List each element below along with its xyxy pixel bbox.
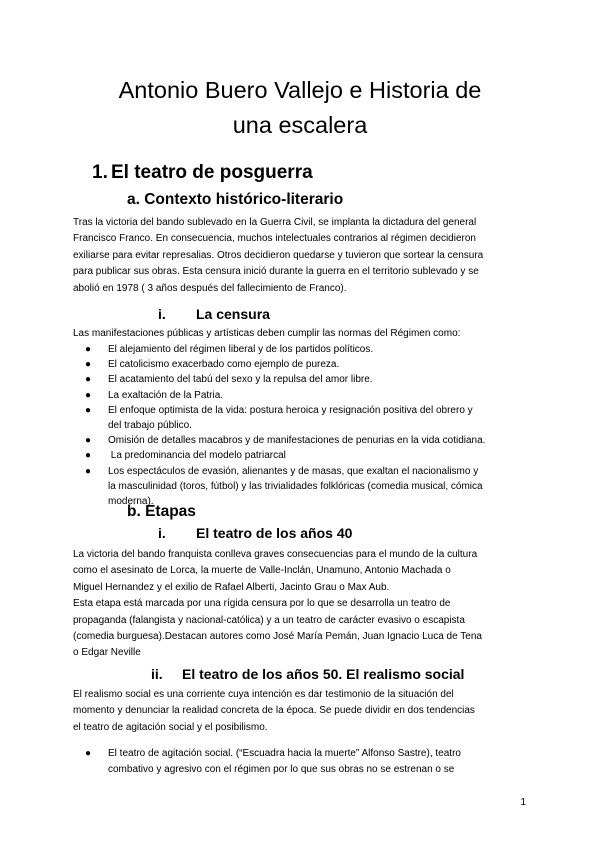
para-line: El realismo social es una corriente cuya intención es dar testimonio de la situación del <box>73 689 454 700</box>
para-line: La victoria del bando franquista conlleva graves consecuencias para el mundo de la cultura <box>73 549 478 560</box>
subheading-text: La censura <box>196 306 270 322</box>
list-item <box>85 746 535 778</box>
list-item <box>85 433 535 448</box>
section-number: 1. <box>92 162 108 183</box>
list-line: El alejamiento del régimen liberal y de los partidos políticos. <box>108 344 374 355</box>
subheading-text: El teatro de los años 40 <box>196 525 353 541</box>
teatro-50-paragraph <box>73 687 533 736</box>
section-heading-1 <box>92 161 313 185</box>
list-line: la masculinidad (toros, fútbol) y las trivialidades folklóricas (comedia musical, cómica <box>108 480 483 492</box>
para-line: como el asesinato de Lorca, la muerte de Valle-Inclán, Unamuno, Antonio Machada o <box>73 565 451 577</box>
bullet-icon: ● <box>85 374 92 386</box>
list-line: El catolicismo exacerbado como ejemplo de pureza. <box>108 359 340 371</box>
para-line: Francisco Franco. En consecuencia, muchos intelectuales contrarios al régimen decidieron <box>73 233 476 245</box>
subheading-teatro-40 <box>158 524 352 542</box>
censura-intro <box>73 326 533 342</box>
subheading-text: El teatro de los años 50. El realismo social <box>182 666 465 682</box>
list-item <box>85 372 535 387</box>
list-item <box>85 342 535 357</box>
roman-numeral: ii. <box>151 666 163 682</box>
title-line-1: Antonio Buero Vallejo e Historia de <box>118 77 482 103</box>
bullet-icon: ● <box>85 450 92 462</box>
para-line: Tras la victoria del bando sublevado en la Guerra Civil, se implanta la dictadura del general <box>73 217 477 228</box>
bullet-icon: ● <box>85 465 92 477</box>
list-line: El acatamiento del tabú del sexo y la repulsa del amor libre. <box>108 374 373 386</box>
list-line: Omisión de detalles macabros y de manifestaciones de penurias en la vida cotidiana. <box>108 435 486 447</box>
list-line: La exaltación de la Patria. <box>108 389 224 401</box>
censura-bullet-list <box>85 342 535 509</box>
subheading-censura <box>158 305 270 323</box>
para-line: (comedia burguesa).Destacan autores como José María Pemán, Juan Ignacio Luca de Tena <box>73 631 482 643</box>
list-line: El enfoque optimista de la vida: postura heroica y resignación positiva del obrero y <box>108 404 473 416</box>
para-line: Las manifestaciones públicas y artísticas deben cumplir las normas del Régimen como: <box>73 328 461 339</box>
list-line: del trabajo público. <box>108 420 192 432</box>
subheading-teatro-50 <box>151 665 464 683</box>
bullet-icon: ● <box>85 404 92 416</box>
bullet-icon: ● <box>85 359 92 371</box>
list-item <box>85 448 535 463</box>
list-line: El teatro de agitación social. (“Escuadra hacia la muerte” Alfonso Sastre), teatro <box>108 748 461 759</box>
para-line: propaganda (falangista y nacional-católica) y a un teatro de carácter evasivo o escapista <box>73 614 465 626</box>
bullet-icon: ● <box>85 748 92 759</box>
list-line: Los espectáculos de evasión, alienantes y de masas, que exaltan el nacionalismo y <box>108 465 479 477</box>
section-title: El teatro de posguerra <box>111 162 313 183</box>
para-line: Esta etapa está marcada por una rígida censura por lo que se desarrolla un teatro de <box>73 598 451 610</box>
roman-numeral: i. <box>158 306 166 322</box>
para-line: o Edgar Neville <box>73 647 141 659</box>
roman-numeral: i. <box>158 525 166 541</box>
teatro-40-paragraph <box>73 547 533 662</box>
para-line: abolió en 1978 ( 3 años después del fallecimiento de Franco). <box>73 282 347 294</box>
subsection-heading-a: a. Contexto histórico-literario <box>127 191 344 208</box>
list-line: La predominancia del modelo patriarcal <box>108 450 286 462</box>
list-line: combativo y agresivo con el régimen por lo que sus obras no se estrenan o se <box>108 764 455 775</box>
subsection-heading-b: b. Etapas <box>127 503 196 520</box>
list-item <box>85 357 535 372</box>
page-number: 1 <box>520 797 526 808</box>
bullet-icon: ● <box>85 435 92 447</box>
para-line: Miguel Hernandez y el exilio de Rafael Alberti, Jacinto Grau o Max Aub. <box>73 581 390 593</box>
context-paragraph <box>73 215 533 297</box>
list-item <box>85 403 535 433</box>
document-title <box>60 73 540 143</box>
bullet-icon: ● <box>85 344 92 355</box>
teatro-50-bullet-list <box>85 746 535 778</box>
list-line: moderna). <box>108 496 154 508</box>
para-line: el teatro de agitación social y el posibilismo. <box>73 721 268 733</box>
title-line-2: una escalera <box>232 112 368 138</box>
para-line: exiliarse para evitar represalias. Otros decidieron quedarse y tuvieron que sortear la censura <box>73 249 484 261</box>
para-line: para publicar sus obras. Esta censura inició durante la guerra en el territorio sublevado y se <box>73 266 479 278</box>
list-item <box>85 388 535 403</box>
bullet-icon: ● <box>85 389 92 401</box>
para-line: momento y denunciar la realidad concreta de la época. Se puede dividir en dos tendencias <box>73 705 475 717</box>
